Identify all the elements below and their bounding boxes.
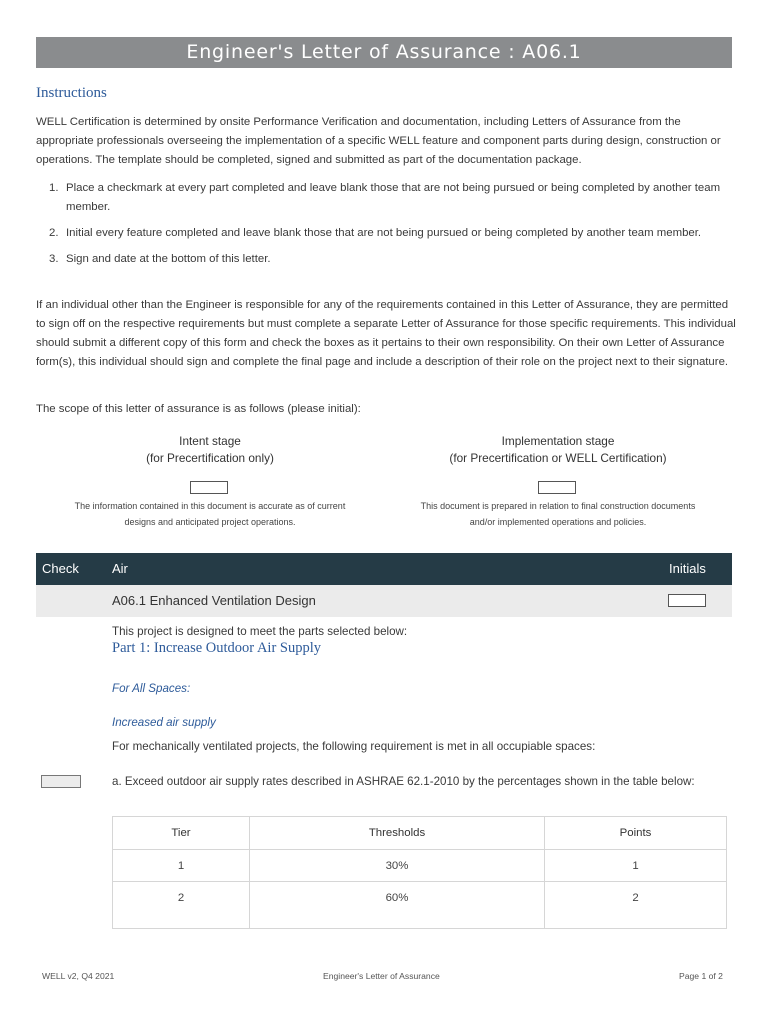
instructions-intro: WELL Certification is determined by onsite Performance Verification and documentation, including Letters of Assurance from the appropriate professionals overseeing the implementation of a specific WELL feature and component parts during design, construction or operations. The template should be completed, signed and submitted as part of the documentation package. (36, 116, 721, 166)
intent-initial-box[interactable] (190, 481, 228, 494)
other-individual-paragraph: If an individual other than the Engineer is responsible for any of the requirements contained in this Letter of Assurance, they are permitted to sign off on the respective requirements but must complete a separate Letter of Assurance for those specific requirements. This individual should submit a different copy of this form and check the boxes as it pertains to their own responsibility. On their own Letter of Assurance form(s), this individual should sign and complete the final page and include a description of their role on the project next to their signature. (36, 299, 736, 368)
table-header-row (113, 817, 727, 850)
part-title: Part 1: Increase Outdoor Air Supply (112, 640, 322, 656)
table-row (113, 882, 727, 914)
mechanical-ventilation-text: For mechanically ventilated projects, the following requirement is met in all occupiable spaces: (112, 740, 596, 753)
for-all-spaces-label: For All Spaces: (112, 682, 191, 695)
column-concept: Air (112, 561, 128, 576)
page-title: Engineer's Letter of Assurance : A06.1 (36, 37, 732, 68)
requirement-a-checkbox[interactable] (41, 775, 81, 788)
footer-version: WELL v2, Q4 2021 (42, 971, 115, 981)
tier-cell: 2 (113, 882, 250, 914)
feature-row (36, 585, 732, 617)
step-text: Place a checkmark at every part completed and leave blank those that are not being pursued or being completed by another team member. (66, 182, 721, 213)
instruction-steps (36, 179, 726, 276)
list-item (36, 179, 726, 217)
table-row (113, 850, 727, 882)
threshold-cell: 30% (250, 850, 545, 882)
implementation-note-line: This document is prepared in relation to final construction documents (420, 501, 696, 511)
step-number: 1. (49, 182, 59, 194)
feature-title: A06.1 Enhanced Ventilation Design (112, 593, 316, 608)
intent-stage-subtitle: (for Precertification only) (146, 451, 274, 465)
intent-note-line: The information contained in this document is accurate as of current (74, 501, 346, 511)
implementation-note-line: and/or implemented operations and policies. (469, 517, 647, 527)
implementation-initial-box[interactable] (538, 481, 576, 494)
table-row (113, 913, 727, 929)
feature-initials-box[interactable] (668, 594, 706, 607)
points-cell: 2 (545, 882, 727, 914)
implementation-stage (398, 433, 718, 467)
blank-cell (250, 913, 545, 929)
instructions-heading: Instructions (36, 85, 107, 101)
tiers-table (112, 816, 727, 929)
intent-stage (60, 433, 360, 467)
footer-document-name: Engineer's Letter of Assurance (323, 971, 440, 981)
step-number: 2. (49, 227, 59, 239)
footer-page-number: Page 1 of 2 (679, 971, 723, 981)
implementation-stage-note (390, 498, 726, 530)
blank-cell (113, 913, 250, 929)
tier-cell: 1 (113, 850, 250, 882)
scope-text: The scope of this letter of assurance is as follows (please initial): (36, 403, 361, 415)
points-cell: 1 (545, 850, 727, 882)
designed-text: This project is designed to meet the parts selected below: (112, 625, 408, 638)
step-text: Sign and date at the bottom of this letter. (66, 253, 271, 265)
thresholds-header: Thresholds (250, 817, 545, 850)
column-check: Check (42, 561, 79, 576)
list-item (36, 224, 726, 243)
increased-air-label: Increased air supply (112, 716, 216, 729)
list-item (36, 250, 726, 269)
table-header (36, 553, 732, 585)
tier-header: Tier (113, 817, 250, 850)
column-initials: Initials (669, 561, 706, 576)
points-header: Points (545, 817, 727, 850)
blank-cell (545, 913, 727, 929)
threshold-cell: 60% (250, 882, 545, 914)
intent-note-line: designs and anticipated project operations. (124, 517, 296, 527)
implementation-stage-subtitle: (for Precertification or WELL Certification) (449, 451, 667, 465)
step-text: Initial every feature completed and leave blank those that are not being pursued or being completed by another team member. (66, 227, 702, 239)
intent-stage-note (40, 498, 380, 530)
intent-stage-title: Intent stage (179, 434, 241, 448)
requirement-a-text: a. Exceed outdoor air supply rates described in ASHRAE 62.1-2010 by the percentages shown in the table below: (112, 775, 695, 788)
implementation-stage-title: Implementation stage (501, 434, 615, 448)
step-number: 3. (49, 253, 59, 265)
